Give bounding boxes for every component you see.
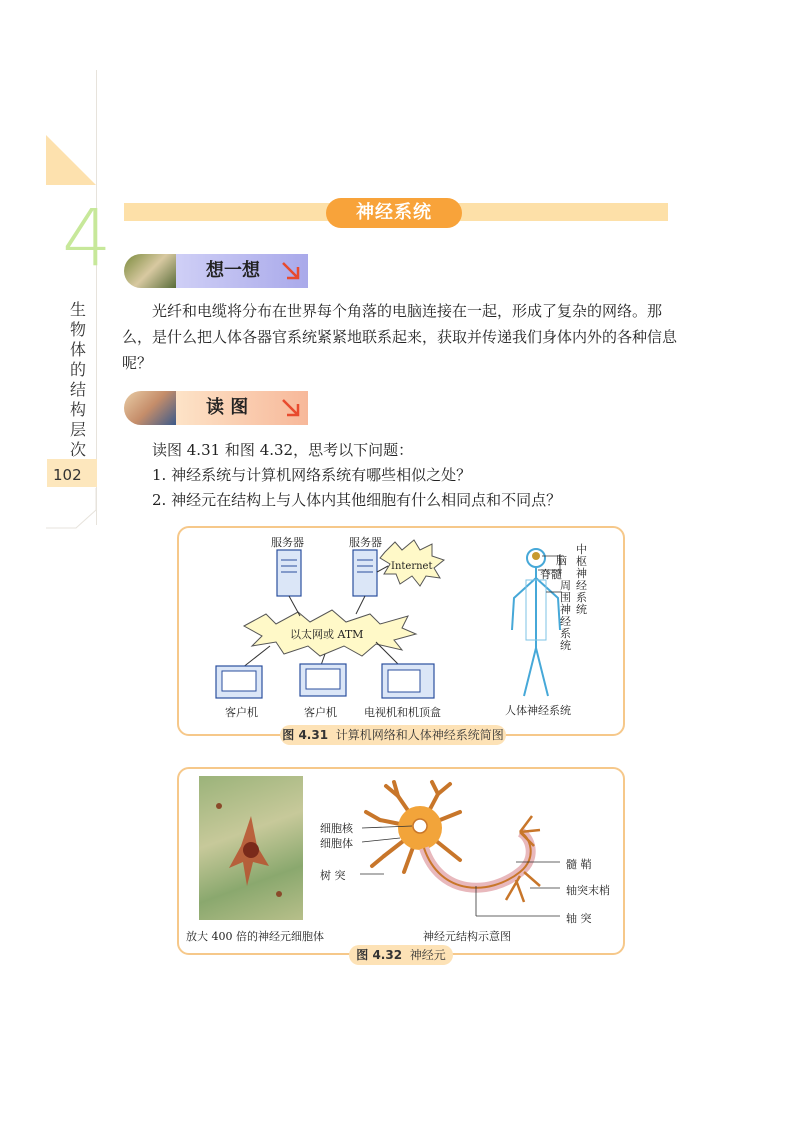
caption-number: 图 4.32 [356,948,403,962]
arrow-down-right-icon [280,260,302,282]
axon-label: 轴 突 [566,912,592,925]
axon-terminal-label: 轴突末梢 [566,884,610,897]
caption-number: 图 4.31 [282,728,329,742]
figure-4-31-caption [280,725,506,745]
corner-triangle-decoration [46,135,96,185]
read-header [124,391,308,425]
server-label: 服务器 [271,536,304,549]
chapter-title: 生物体的结构层次 [70,300,87,459]
think-label: 想一想 [176,254,308,288]
peripheral-nervous-label: 周围神经系统 [560,579,571,652]
caption-text: 计算机网络和人体神经系统简图 [335,728,504,742]
brain-label: 脑 [556,554,567,567]
margin-divider [96,70,97,525]
neuron-cell-body-image [199,776,303,920]
read-intro: 读图 4.31 和图 4.32，思考以下问题： [152,441,414,459]
question-2: 2. 神经元在结构上与人体内其他细胞有什么相同点和不同点？ [152,491,562,509]
server-icon [277,550,301,596]
think-paragraph: 光纤和电缆将分布在世界每个角落的电脑连接在一起，形成了复杂的网络。那么，是什么把人体各器官系统紧紧地联系起来，获取并传递我们身体内外的各种信息呢？ [122,302,678,372]
neuron-structure-diagram [320,776,620,926]
myelin-sheath-label: 髓 鞘 [566,858,592,871]
central-nervous-label: 中枢神经系统 [576,543,587,616]
human-nervous-label: 人体神经系统 [505,704,571,717]
client-label: 客户机 [304,706,337,719]
caption-text: 神经元 [409,948,446,962]
spinal-cord-label: 脊髓 [540,568,562,581]
diagram-caption: 神经元结构示意图 [423,930,511,943]
dendrite-label: 树 突 [320,869,346,882]
photo-caption: 放大 400 倍的神经元细胞体 [186,930,324,943]
tv-label: 电视机和机顶盒 [364,706,441,719]
server-label: 服务器 [349,536,382,549]
figure-4-32-caption [349,945,453,965]
figure-4-31-diagram [180,530,620,730]
arrow-down-right-icon [280,397,302,419]
student-photo [124,391,176,425]
page-number: 102 [53,466,82,484]
student-photo [124,254,176,288]
chapter-number: 4 [62,194,112,284]
neuron-micrograph-photo [199,776,303,920]
nucleus-label: 细胞核 [320,822,353,835]
question-1: 1. 神经系统与计算机网络系统有哪些相似之处？ [152,466,472,484]
section-title: 神经系统 [326,198,462,228]
read-label: 读 图 [176,391,308,425]
server-icon [353,550,377,596]
network-label: 以太网或 ATM [290,628,364,641]
internet-label: Internet [391,561,433,572]
think-header [124,254,308,288]
page-corner-decoration [46,488,98,530]
client-label: 客户机 [225,706,258,719]
cell-body-label: 细胞体 [320,837,353,850]
